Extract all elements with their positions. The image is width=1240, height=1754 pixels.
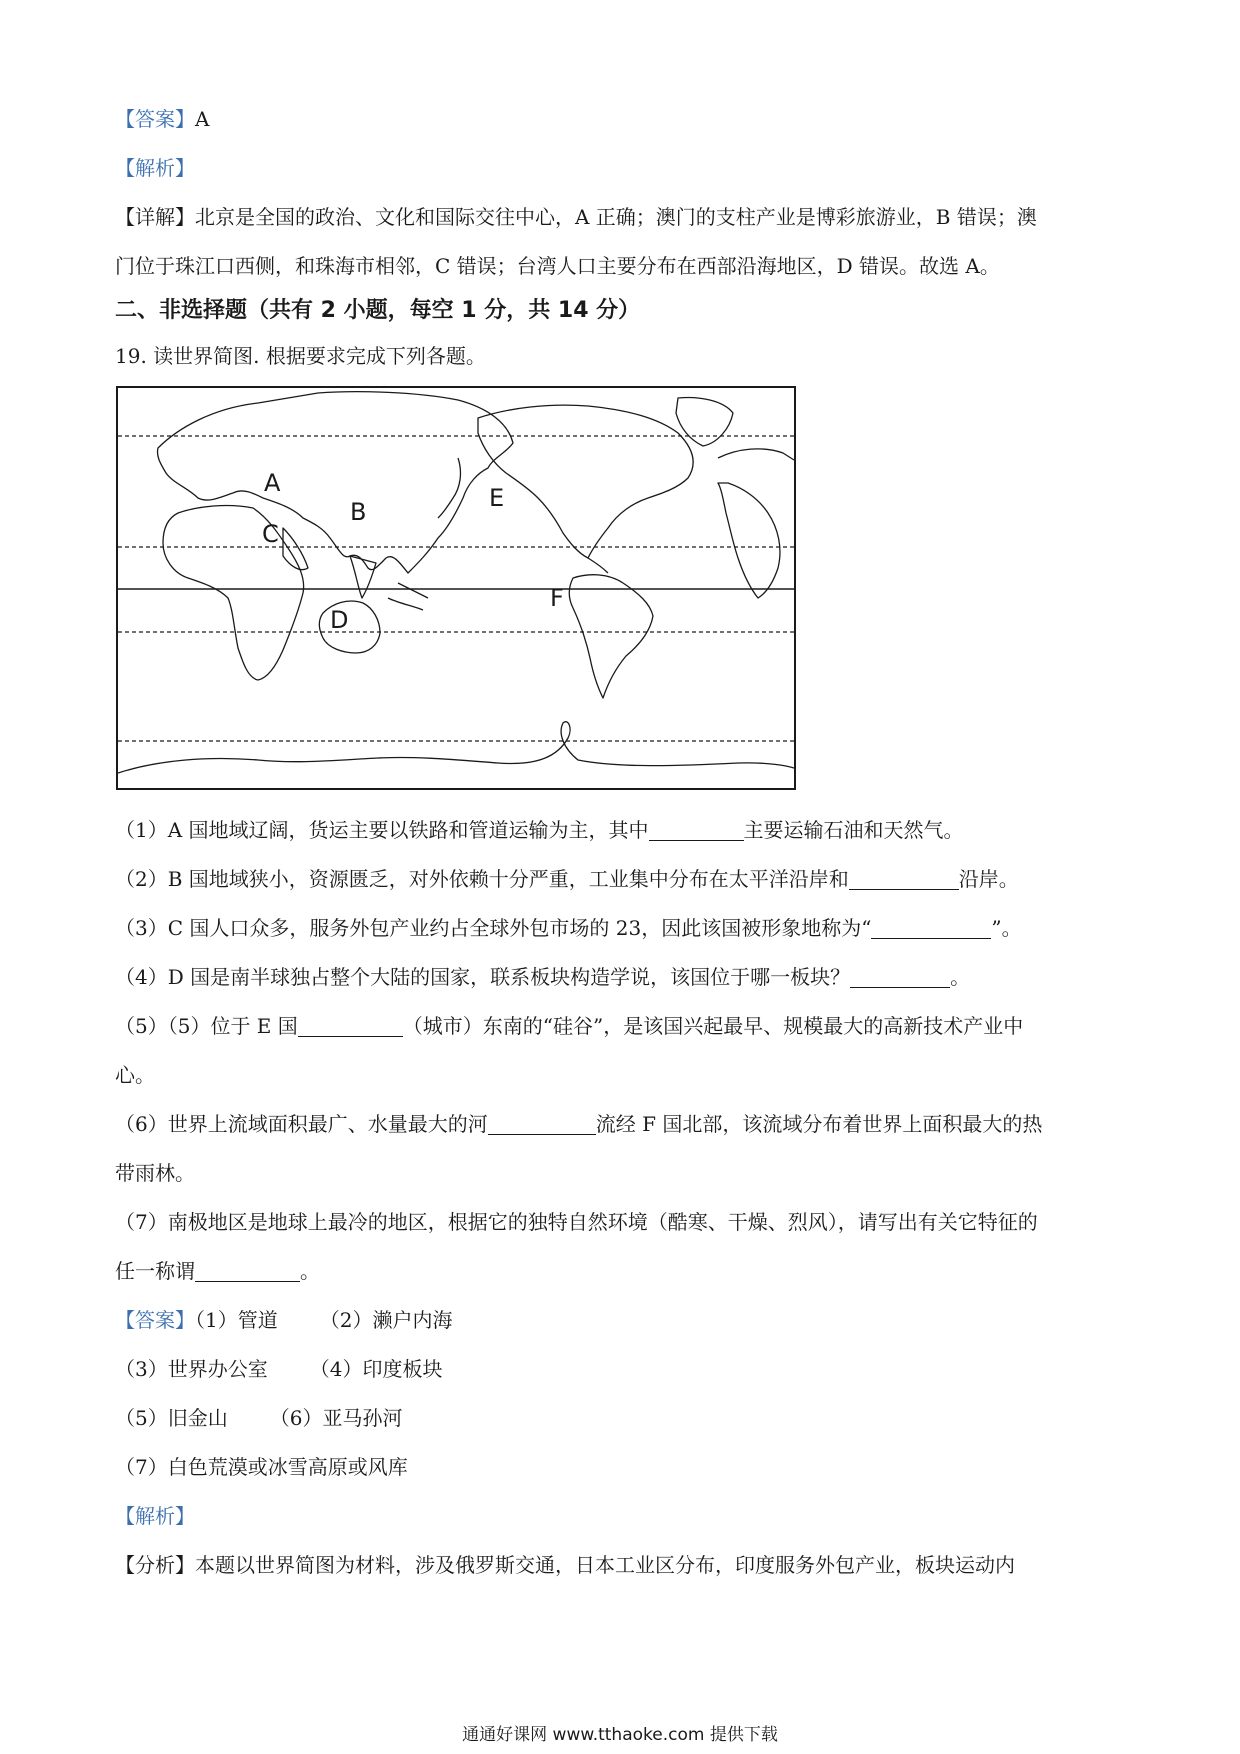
prev-detail-line-2 xyxy=(115,252,1000,280)
world-map xyxy=(116,386,796,790)
analysis-line xyxy=(115,1502,195,1530)
answer-blank-2[interactable] xyxy=(849,869,959,890)
answer-blank-3[interactable] xyxy=(871,918,991,939)
answer-blank-4[interactable] xyxy=(850,967,950,988)
southeast-asia-islands xyxy=(388,583,428,610)
sub-question-3 xyxy=(115,914,1022,942)
continent-antarctica xyxy=(118,722,794,773)
sub-question-5 xyxy=(115,1012,1023,1040)
answer-blank-5[interactable] xyxy=(298,1016,403,1037)
answer-blank-7[interactable] xyxy=(195,1261,300,1282)
sub-question-1-pre: （1）A 国地域辽阔，货运主要以铁路和管道运输为主，其中 xyxy=(115,818,649,842)
sub-question-5-line-2: 心。 xyxy=(115,1063,155,1087)
sub-question-6-post: 流经 F 国北部，该流域分布着世界上面积最大的热 xyxy=(595,1112,1043,1136)
prev-answer-line xyxy=(115,105,209,133)
section-title: 二、非选择题（共有 2 小题，每空 1 分，共 14 分） xyxy=(115,298,641,323)
prev-answer-value: A xyxy=(195,107,210,131)
analysis-tag: 【解析】 xyxy=(115,1504,195,1528)
map-label-b: B xyxy=(350,498,367,526)
sub-question-5-pre: （5）（5）位于 E 国 xyxy=(115,1014,298,1038)
analysis-detail-text: 本题以世界简图为材料，涉及俄罗斯交通，日本工业区分布，印度服务外包产业，板块运动内 xyxy=(195,1553,1015,1577)
answer-7: （7）白色荒漠或冰雪高原或风库 xyxy=(115,1455,408,1479)
indian-peninsula xyxy=(350,556,376,598)
answer-blank-1[interactable] xyxy=(649,820,744,841)
sub-question-3-pre: （3）C 国人口众多，服务外包产业约占全球外包市场的 23，因此该国被形象地称为“ xyxy=(115,916,872,940)
sub-question-6-line-2: 带雨林。 xyxy=(115,1161,195,1185)
map-label-d: D xyxy=(330,606,349,634)
prev-analysis-tag: 【解析】 xyxy=(115,156,195,180)
sub-question-6-pre: （6）世界上流域面积最广、水量最大的河 xyxy=(115,1112,488,1136)
sub-question-4 xyxy=(115,963,970,991)
map-label-f: F xyxy=(550,584,564,612)
answer-2: （2）濑户内海 xyxy=(319,1308,453,1332)
prev-detail-text-2: 门位于珠江口西侧，和珠海市相邻，C 错误；台湾人口主要分布在西部沿海地区，D 错误。故选 A。 xyxy=(115,254,1000,278)
continent-south-america xyxy=(569,575,653,698)
map-label-a: A xyxy=(264,469,281,497)
sub-question-6 xyxy=(115,1110,1042,1138)
answer-tag: 【答案】 xyxy=(115,1308,195,1332)
sub-question-7-pre: 任一称谓 xyxy=(115,1259,195,1283)
answer-4: （4）印度板块 xyxy=(309,1357,443,1381)
sub-question-7-line-2 xyxy=(115,1257,320,1285)
sub-question-1 xyxy=(115,816,964,844)
answer-6: （6）亚马孙河 xyxy=(269,1406,403,1430)
world-map-drawing xyxy=(118,388,794,788)
answer-line-2 xyxy=(115,1355,442,1383)
prev-detail-line-1 xyxy=(115,203,1037,231)
sub-question-3-post: ”。 xyxy=(991,916,1022,940)
sub-question-5-post: （城市）东南的“硅谷”，是该国兴起最早、规模最大的高新技术产业中 xyxy=(402,1014,1024,1038)
answer-line-3 xyxy=(115,1404,402,1432)
arabian-peninsula xyxy=(283,528,308,570)
map-label-e: E xyxy=(489,484,505,512)
analysis-detail-line xyxy=(115,1551,1015,1579)
central-america xyxy=(588,558,608,573)
question-stem: 19. 读世界简图. 根据要求完成下列各题。 xyxy=(115,344,486,368)
greenland xyxy=(676,398,733,446)
sub-question-7: （7）南极地区是地球上最冷的地区，根据它的独特自然环境（酷寒、干燥、烈风），请写出有关它特征的 xyxy=(115,1210,1038,1234)
sub-question-4-pre: （4）D 国是南半球独占整个大陆的国家，联系板块构造学说，该国位于哪一板块？ xyxy=(115,965,851,989)
sub-question-2 xyxy=(115,865,1019,893)
continent-north-america xyxy=(478,405,693,558)
answer-blank-6[interactable] xyxy=(488,1114,596,1135)
answer-line-4 xyxy=(115,1453,408,1481)
continent-australia xyxy=(319,601,380,653)
sub-question-4-post: 。 xyxy=(950,965,971,989)
answer-5: （5）旧金山 xyxy=(115,1406,228,1430)
map-label-c: C xyxy=(262,520,279,548)
page-footer: 通通好课网 www.tthaoke.com 提供下载 xyxy=(462,1725,778,1745)
prev-answer-tag: 【答案】 xyxy=(115,107,195,131)
prev-analysis-line xyxy=(115,154,195,182)
answer-3: （3）世界办公室 xyxy=(115,1357,268,1381)
analysis-detail-tag: 【分析】 xyxy=(115,1553,195,1577)
prev-detail-text-1: 北京是全国的政治、文化和国际交往中心，A 正确；澳门的支柱产业是博彩旅游业，B 错误；澳 xyxy=(195,205,1037,229)
sub-question-2-post: 沿岸。 xyxy=(958,867,1019,891)
prev-detail-tag: 【详解】 xyxy=(115,205,195,229)
sub-question-2-pre: （2）B 国地域狭小，资源匮乏，对外依赖十分严重，工业集中分布在太平洋沿岸和 xyxy=(115,867,849,891)
answer-line-1 xyxy=(115,1306,452,1334)
sub-question-1-post: 主要运输石油和天然气。 xyxy=(743,818,964,842)
sub-question-7-post: 。 xyxy=(300,1259,320,1283)
continent-africa-europe-east xyxy=(718,449,794,598)
answer-1: （1）管道 xyxy=(195,1308,278,1332)
